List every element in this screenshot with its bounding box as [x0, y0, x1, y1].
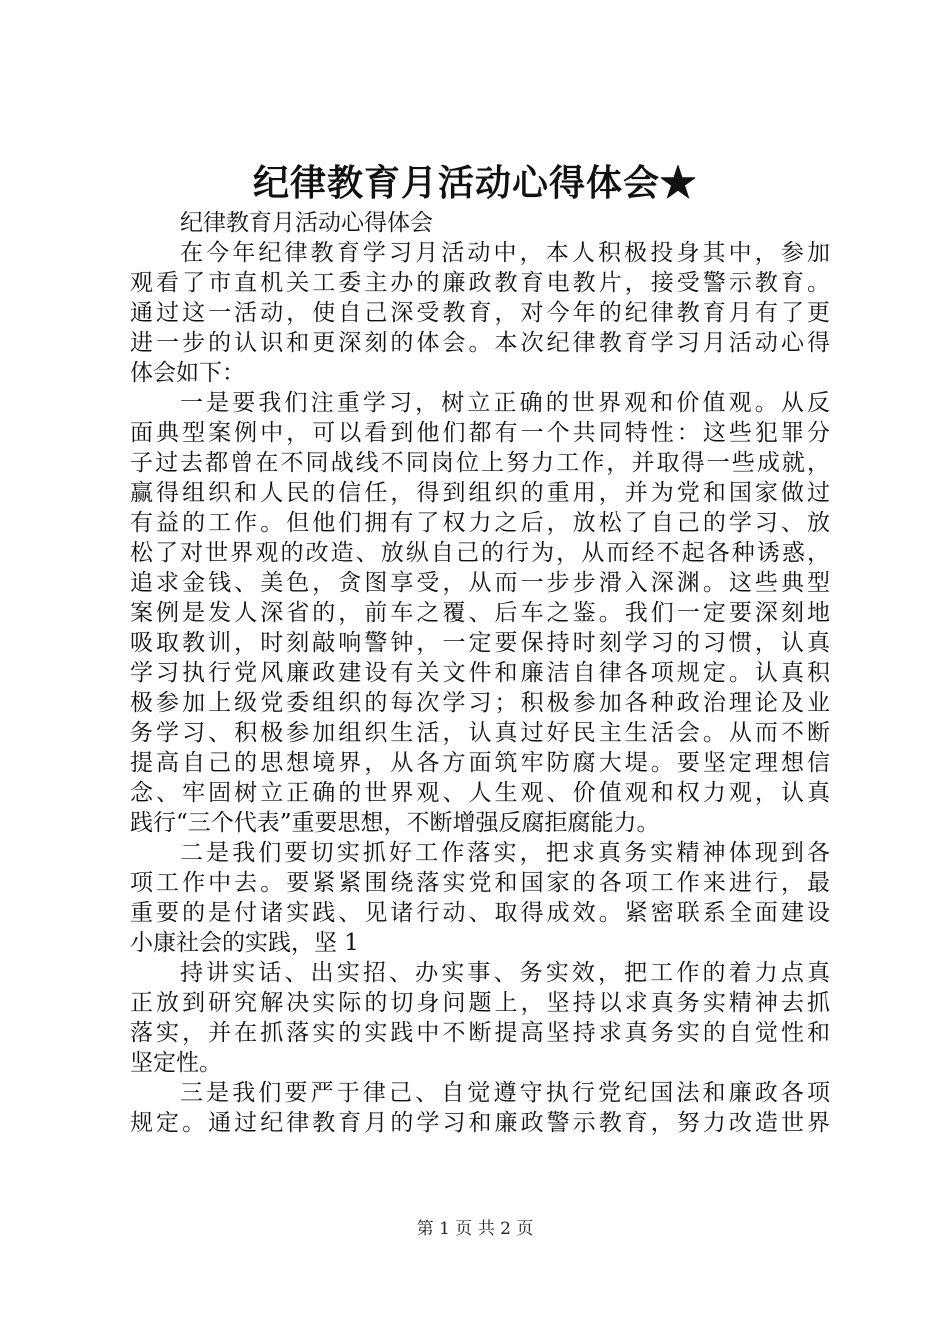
page-footer: 第 1 页 共 2 页 [416, 1219, 534, 1239]
body-line: 体会如下： [130, 360, 245, 386]
body-line: 重要的是付诸实践、见诸行动、取得成效。紧密联系全面建设 [130, 900, 830, 926]
body-line: 提高自己的思想境界，从各方面筑牢防腐大堤。要坚定理想信 [130, 750, 830, 776]
body-line: 三是我们要严于律己、自觉遵守执行党纪国法和廉政各项 [180, 1080, 830, 1106]
page-title: 纪律教育月活动心得体会★ [252, 162, 697, 204]
body-line: 吸取教训，时刻敲响警钟，一定要保持时刻学习的习惯，认真 [130, 630, 830, 656]
body-line: 小康社会的实践，坚 1 [130, 930, 359, 956]
document-body [130, 208, 830, 1138]
body-line: 赢得组织和人民的信任，得到组织的重用，并为党和国家做过 [130, 480, 830, 506]
body-line: 纪律教育月活动心得体会 [180, 210, 433, 236]
body-line: 案例是发人深省的，前车之覆、后车之鉴。我们一定要深刻地 [130, 600, 830, 626]
body-line: 践行“三个代表”重要思想，不断增强反腐拒腐能力。 [130, 810, 660, 836]
body-line: 学习执行党风廉政建设有关文件和廉洁自律各项规定。认真积 [130, 660, 830, 686]
body-line: 子过去都曾在不同战线不同岗位上努力工作，并取得一些成就， [130, 450, 830, 476]
body-line: 坚定性。 [130, 1050, 222, 1076]
body-line: 松了对世界观的改造、放纵自己的行为，从而经不起各种诱惑， [130, 540, 830, 566]
body-line: 正放到研究解决实际的切身问题上，坚持以求真务实精神去抓 [130, 990, 830, 1016]
body-line: 极参加上级党委组织的每次学习；积极参加各种政治理论及业 [130, 690, 830, 716]
body-line: 有益的工作。但他们拥有了权力之后，放松了自己的学习、放 [130, 510, 830, 536]
body-line: 规定。通过纪律教育月的学习和廉政警示教育，努力改造世界 [130, 1110, 830, 1136]
body-line: 进一步的认识和更深刻的体会。本次纪律教育学习月活动心得 [130, 330, 830, 356]
body-line: 观看了市直机关工委主办的廉政教育电教片，接受警示教育。 [130, 270, 830, 296]
body-line: 追求金钱、美色，贪图享受，从而一步步滑入深渊。这些典型 [130, 570, 830, 596]
body-line: 二是我们要切实抓好工作落实，把求真务实精神体现到各 [180, 840, 830, 866]
body-line: 念、牢固树立正确的世界观、人生观、价值观和权力观，认真 [130, 780, 830, 806]
body-line: 项工作中去。要紧紧围绕落实党和国家的各项工作来进行，最 [130, 870, 830, 896]
body-line: 落实，并在抓落实的实践中不断提高坚持求真务实的自觉性和 [130, 1020, 830, 1046]
body-line: 面典型案例中，可以看到他们都有一个共同特性：这些犯罪分 [130, 420, 830, 446]
body-line: 一是要我们注重学习，树立正确的世界观和价值观。从反 [180, 390, 830, 416]
body-line: 持讲实话、出实招、办实事、务实效，把工作的着力点真 [180, 960, 830, 986]
body-line: 在今年纪律教育学习月活动中，本人积极投身其中，参加 [180, 240, 830, 266]
body-line: 通过这一活动，使自己深受教育，对今年的纪律教育月有了更 [130, 300, 830, 326]
body-line: 务学习、积极参加组织生活，认真过好民主生活会。从而不断 [130, 720, 830, 746]
